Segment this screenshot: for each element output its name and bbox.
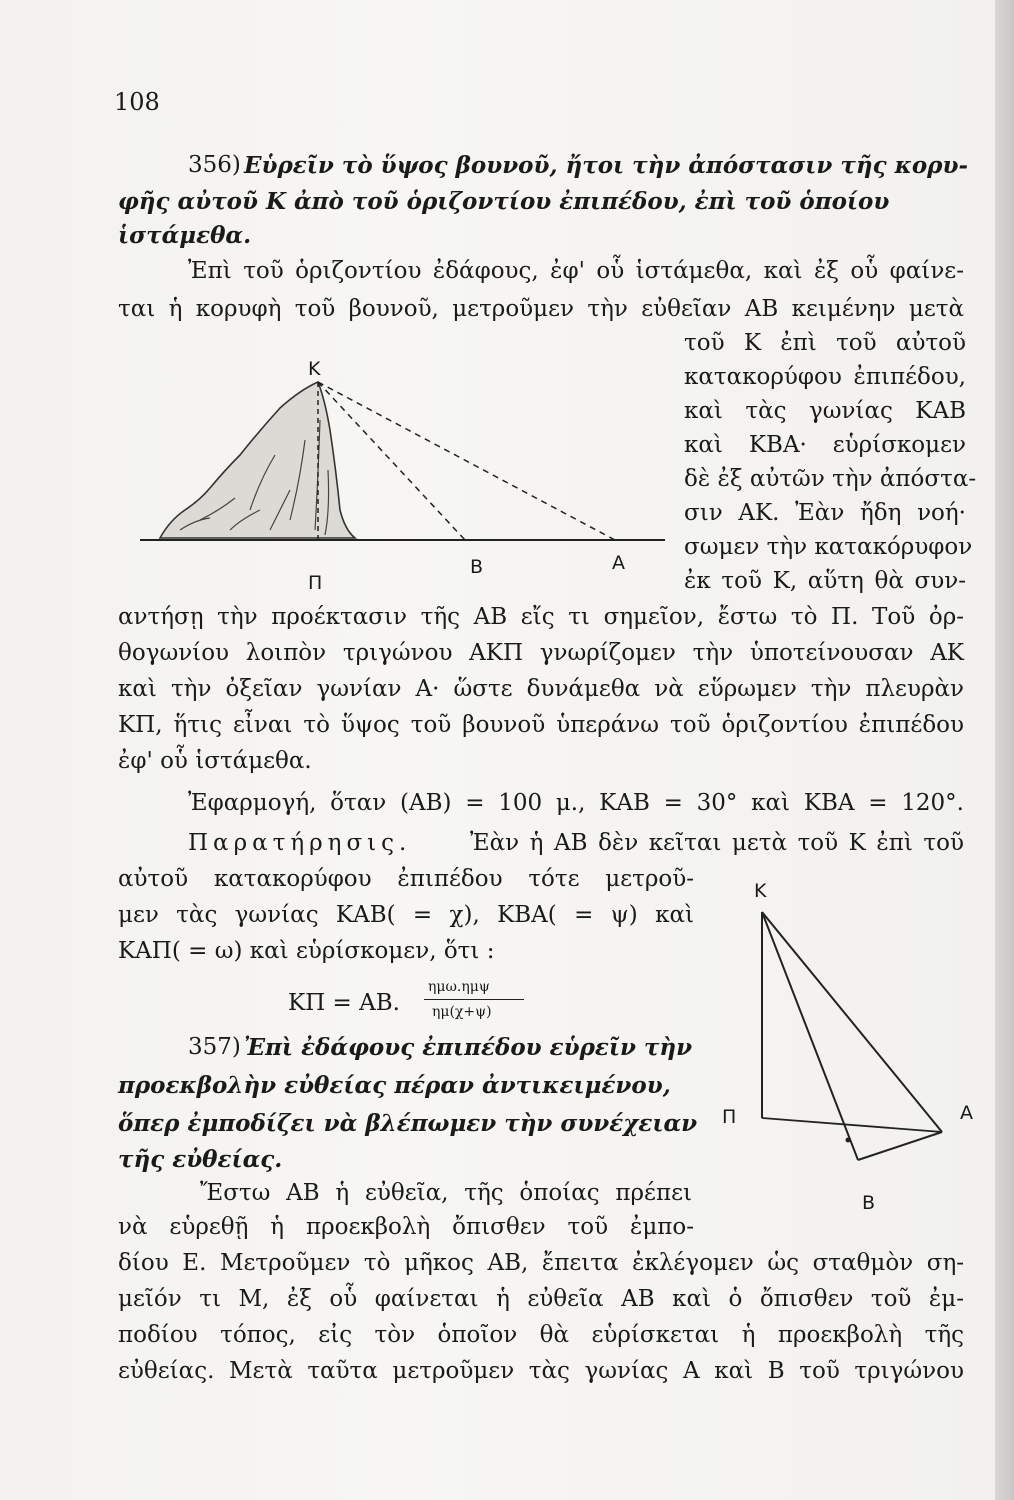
problem-356-number: 356) [188,152,241,178]
p356-side-line-6: σιν ΑΚ. Ἐὰν ἤδη νοή· [684,500,966,526]
p356-text-line-2: ται ἡ κορυφὴ τοῦ βουνοῦ, μετροῦμεν τὴν εὐθεῖαν ΑΒ κειμένην μετὰ [118,296,964,322]
p356-after-line-3: καὶ τὴν ὀξεῖαν γωνίαν Α· ὥστε δυνάμεθα νὰ εὕρωμεν τὴν πλευρὰν [118,676,964,702]
problem-356-heading-line-1: Εὑρεῖν τὸ ὕψος βουνοῦ, ἤτοι τὴν ἀπόστασιν τῆς κορυ- [244,152,968,179]
p356-after-line-4: ΚΠ, ἥτις εἶναι τὸ ὕψος τοῦ βουνοῦ ὑπεράνω τοῦ ὁριζοντίου ἐπιπέδου [118,712,964,738]
p357-text-line-3: ποδίου τόπος, εἰς τὸν ὁποῖον θὰ εὑρίσκεται ἡ προεκβολὴ τῆς [118,1322,964,1348]
page-number: 108 [114,88,160,116]
p357-text-line-4: εὐθείας. Μετὰ ταῦτα μετροῦμεν τὰς γωνίας Α καὶ Β τοῦ τριγώνου [118,1358,964,1384]
fig1-label-B: B [470,556,484,578]
p356-after-line-5: ἐφ' οὗ ἱστάμεθα. [118,748,312,774]
triangle-figure [730,890,960,1210]
p357-text-line-2: μεῖόν τι Μ, ἐξ οὗ φαίνεται ἡ εὐθεῖα ΑΒ καὶ ὁ ὄπισθεν τοῦ ἐμ- [118,1286,964,1312]
remark-line-1: αὐτοῦ κατακορύφου ἐπιπέδου τότε μετροῦ- [118,866,694,892]
p357-side-line-1: Ἔστω ΑΒ ἡ εὐθεῖα, τῆς ὁποίας πρέπει [200,1180,692,1206]
remark-first-line: Ἐὰν ἡ ΑΒ δὲν κεῖται μετὰ τοῦ Κ ἐπὶ τοῦ [470,830,964,856]
line-AB2 [858,1132,942,1160]
problem-356-heading-line-2: φῆς αὐτοῦ K ἀπὸ τοῦ ὁριζοντίου ἐπιπέδου, ἐπὶ τοῦ ὁποίου [118,188,890,215]
p356-after-line-1: αντήσῃ τὴν προέκτασιν τῆς ΑΒ εἴς τι σημεῖον, ἔστω τὸ Π. Τοῦ ὀρ- [118,604,964,630]
problem-357-heading-line-3: ὅπερ ἐμποδίζει νὰ βλέπωμεν τὴν συνέχειαν [118,1110,698,1137]
fig1-label-A: A [612,552,625,574]
p356-side-line-7: σωμεν τὴν κατακόρυφον [684,534,973,560]
formula-lhs: ΚΠ = ΑΒ. [288,990,400,1016]
remark-label: Παρατήρησις. [188,830,412,856]
fig1-label-K: K [308,358,321,380]
intersection-dot [846,1138,851,1143]
formula-fraction-bar [424,999,524,1000]
p356-side-line-5: δὲ ἐξ αὐτῶν τὴν ἀπόστα- [684,466,977,492]
p357-text-line-1: δίου Ε. Μετροῦμεν τὸ μῆκος ΑΒ, ἔπειτα ἐκλέγομεν ὡς σταθμὸν ση- [118,1250,964,1276]
mountain-figure [140,360,680,600]
p356-side-line-4: καὶ ΚΒΑ· εὑρίσκομεν [684,432,966,458]
p356-side-line-8: ἐκ τοῦ Κ, αὕτη θὰ συν- [684,568,966,594]
p356-text-line-1: Ἐπὶ τοῦ ὁριζοντίου ἐδάφους, ἐφ' οὗ ἱστάμεθα, καὶ ἐξ οὗ φαίνε- [188,258,964,284]
p356-application: Ἐφαρμογή, ὅταν (ΑΒ) = 100 μ., ΚΑΒ = 30° καὶ ΚΒΑ = 120°. [188,790,964,816]
fig2-label-A: A [960,1102,973,1124]
p356-side-line-1: τοῦ Κ ἐπὶ τοῦ αὐτοῦ [684,330,966,356]
line-KA [318,382,615,540]
fig2-label-P: Π [722,1106,737,1128]
problem-357-heading-line-4: τῆς εὐθείας. [118,1146,283,1173]
fig1-label-P: Π [308,572,323,594]
line-KA2 [762,912,942,1132]
problem-356-heading-line-3: ἱστάμεθα. [118,222,252,249]
p357-side-line-2: νὰ εὑρεθῇ ἡ προεκβολὴ ὄπισθεν τοῦ ἐμπο- [118,1214,694,1240]
fig2-label-K: K [754,880,767,902]
p356-side-line-2: κατακορύφου ἐπιπέδου, [684,364,966,390]
p356-side-line-3: καὶ τὰς γωνίας ΚΑΒ [684,398,966,424]
formula-denominator: ημ(χ+ψ) [432,1004,492,1020]
formula-numerator: ημω.ημψ [428,979,490,995]
mountain-shape [160,382,355,538]
fig2-label-B: B [862,1192,876,1214]
problem-357-heading-line-2: προεκβολὴν εὐθείας πέραν ἀντικειμένου, [118,1072,671,1099]
remark-line-3: ΚΑΠ( = ω) καὶ εὑρίσκομεν, ὅτι : [118,938,495,964]
problem-357-number: 357) [188,1034,241,1060]
line-KB2 [762,912,858,1160]
problem-357-heading-line-1: Ἐπὶ ἐδάφους ἐπιπέδου εὑρεῖν τὴν [244,1034,693,1061]
page-gutter-shadow [995,0,1014,1500]
remark-line-2: μεν τὰς γωνίας ΚΑΒ( = χ), ΚΒΑ( = ψ) καὶ [118,902,694,928]
line-PA2 [762,1118,942,1132]
p356-after-line-2: θογωνίου λοιπὸν τριγώνου ΑΚΠ γνωρίζομεν τὴν ὑποτείνουσαν ΑΚ [118,640,964,666]
